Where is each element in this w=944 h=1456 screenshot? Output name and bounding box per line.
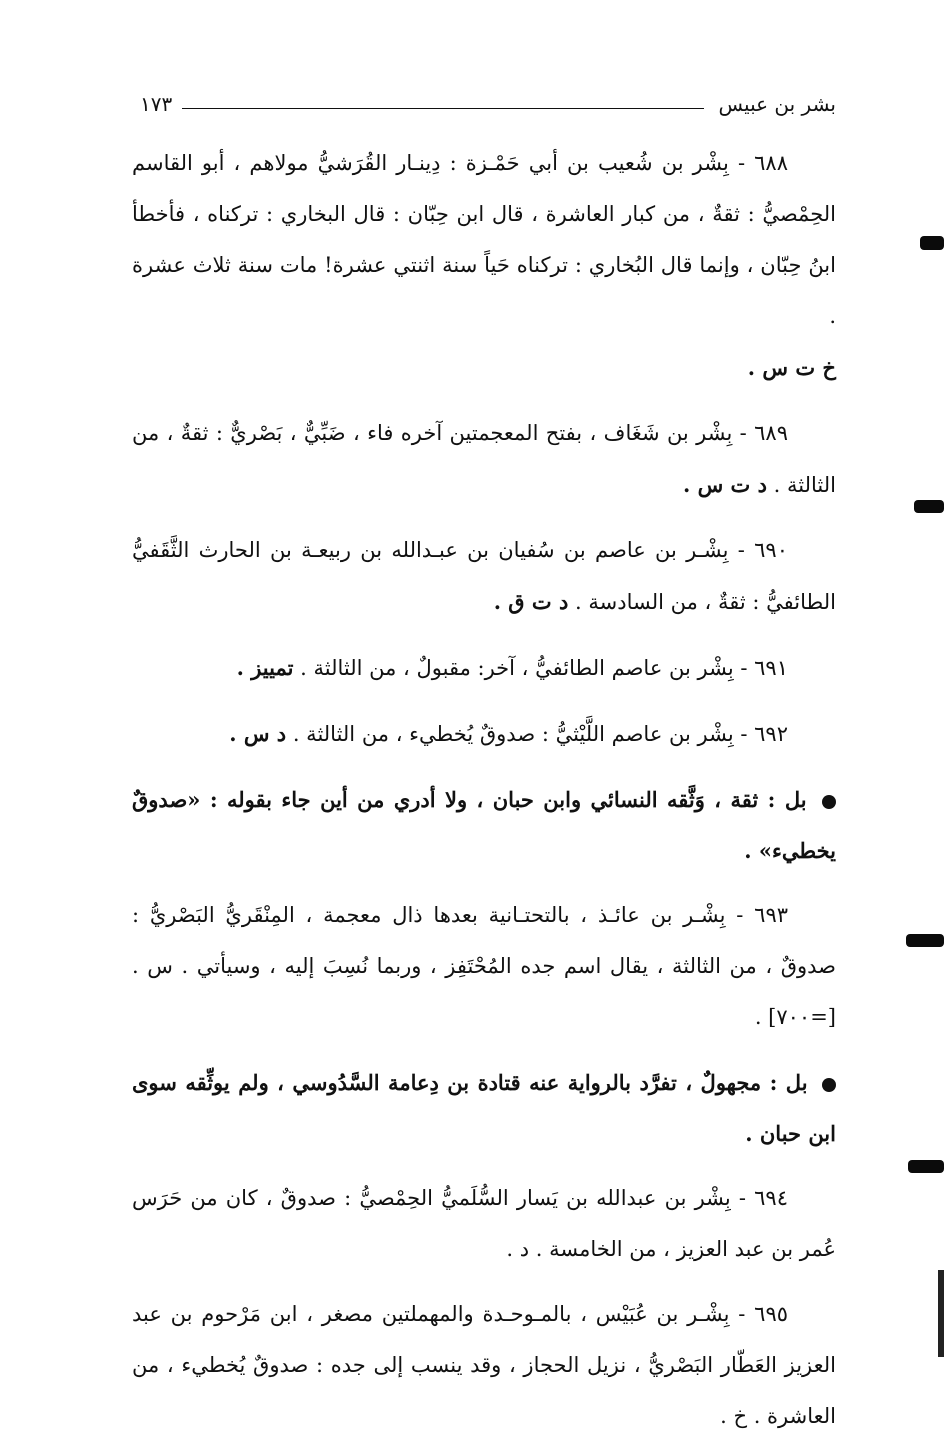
margin-mark <box>906 934 944 947</box>
entry-text: بِشْر بن عاصم اللَّيْثيُّ : صدوقٌ يُخطيء ، من الثالثة . <box>292 722 734 746</box>
bullet-icon <box>822 1078 836 1092</box>
entry-688: ٦٨٨ - بِشْر بن شُعيب بن أبي حَمْـزة : دِينـار القُرَشيُّ مولاهم ، أبو القاسم الحِمْصيُّ : ثقةٌ ، من كبار العاشرة ، قال ابن حِبّان : قال البخاري : تركناه ، فأخطأ ابنُ حِبّان ، وإنما قال البُخاري : تركناه حَياً سنة اثنتي عشرة! مات سنة ثلاث عشرة . خ ت س . <box>132 151 836 380</box>
margin-mark <box>908 1160 944 1173</box>
entry-symbols: د ت س . <box>682 472 767 497</box>
entry-number: ٦٨٩ <box>754 421 788 445</box>
page-number: ١٧٣ <box>140 92 173 116</box>
header-rule <box>182 108 704 109</box>
note-text: بل : ثقة ، وَثَّقه النسائي وابن حبان ، ولا أدري من أين جاء بقوله : «صدوقٌ يخطيء» . <box>132 787 836 863</box>
entry-number: ٦٩١ <box>754 656 788 680</box>
entry-692: ٦٩٢ - بِشْر بن عاصم اللَّيْثيُّ : صدوقٌ يُخطيء ، من الثالثة . د س . <box>229 721 788 746</box>
entry-text: بِشْـر بن عاصم بن سُفيان بن عبـدالله بن ربيعـة بن الحارث الثَّقَفيُّ الطائفيُّ : ثقةٌ ، من السادسة . <box>132 538 836 614</box>
entries-body <box>132 138 836 1456</box>
entry-689: ٦٨٩ - بِشْر بن شَغَاف ، بفتح المعجمتين آخره فاء ، ضَبِّيٌّ ، بَصْريٌّ : ثقةٌ ، من الثالثة . د ت س . <box>132 421 836 497</box>
editor-note <box>132 774 836 876</box>
bullet-icon <box>822 795 836 809</box>
entry-number: ٦٩٤ <box>754 1186 788 1210</box>
entry-number: ٦٩٣ <box>754 903 789 927</box>
entry-number: ٦٨٨ <box>754 151 788 175</box>
entry-695: ٦٩٥ - بِشْـر بن عُبَيْس ، بالمـوحـدة والمهملتين مصغر ، ابن مَرْحوم بن عبد العزيز العَطّار البَصْريُّ ، نزيل الحجاز ، وقد ينسب إلى جده : صدوقٌ يُخطيء ، من العاشرة . خ . <box>132 1302 836 1428</box>
entry-691: ٦٩١ - بِشْر بن عاصم الطائفيُّ ، آخر: مقبولٌ ، من الثالثة . تمييز . <box>236 655 788 680</box>
entry-symbols: د ت ق . <box>493 589 569 614</box>
page-header <box>140 92 836 120</box>
margin-mark <box>914 500 944 513</box>
entry-690: ٦٩٠ - بِشْـر بن عاصم بن سُفيان بن عبـدالله بن ربيعـة بن الحارث الثَّقَفيُّ الطائفيُّ : ثقةٌ ، من السادسة . د ت ق . <box>132 538 836 614</box>
entry-symbols: د س . <box>229 721 287 746</box>
entry-number: ٦٩٥ <box>754 1302 789 1326</box>
entry-694: ٦٩٤ - بِشْر بن عبدالله بن يَسار السُّلَميُّ الحِمْصيُّ : صدوقٌ ، كان من حَرَس عُمر بن عبد العزيز ، من الخامسة . د . <box>132 1186 836 1261</box>
entry-text: بِشْر بن شُعيب بن أبي حَمْـزة : دِينـار القُرَشيُّ مولاهم ، أبو القاسم الحِمْصيُّ : ثقةٌ ، من كبار العاشرة ، قال ابن حِبّان : قال البخاري : تركناه ، فأخطأ ابنُ حِبّان ، وإنما قال البُخاري : تركناه حَياً سنة اثنتي عشرة! مات سنة ثلاث عشرة . <box>132 151 836 328</box>
entry-text: بِشْر بن شَغَاف ، بفتح المعجمتين آخره فاء ، ضَبِّيٌّ ، بَصْريٌّ : ثقةٌ ، من الثالثة . <box>132 421 836 497</box>
entry-symbols: تمييز . <box>236 655 294 680</box>
margin-mark <box>920 236 944 250</box>
entry-number: ٦٩٢ <box>754 722 788 746</box>
entry-symbols: خ ت س . <box>747 355 836 380</box>
entry-text: بِشْـر بن عُبَيْس ، بالمـوحـدة والمهملتين مصغر ، ابن مَرْحوم بن عبد العزيز العَطّار البَصْريُّ ، نزيل الحجاز ، وقد ينسب إلى جده : صدوقٌ يُخطيء ، من العاشرة . خ . <box>132 1302 836 1428</box>
running-title: بشر بن عبيس <box>718 92 836 116</box>
scan-edge <box>938 1270 944 1357</box>
entry-text: بِشْر بن عبدالله بن يَسار السُّلَميُّ الحِمْصيُّ : صدوقٌ ، كان من حَرَس عُمر بن عبد العزيز ، من الخامسة . د . <box>132 1186 836 1261</box>
note-text: بل : مجهولٌ ، تفرَّد بالرواية عنه قتادة بن دِعامة السَّدُوسي ، ولم يوثِّقه سوى ابن حبان . <box>132 1070 836 1146</box>
entry-text: بِشْر بن عاصم الطائفيُّ ، آخر: مقبولٌ ، من الثالثة . <box>300 656 734 680</box>
entry-text: بِشْـر بن عائـذ ، بالتحتـانية بعدها ذال معجمة ، المِنْقَريُّ البَصْريُّ : صدوقٌ ، من الثالثة ، يقال اسم جده المُحْتَفِز ، وربما نُسِبَ إليه ، وسيأتي . س . [=٧٠٠] . <box>132 903 836 1029</box>
editor-note <box>132 1057 836 1159</box>
entry-693: ٦٩٣ - بِشْـر بن عائـذ ، بالتحتـانية بعدها ذال معجمة ، المِنْقَريُّ البَصْريُّ : صدوقٌ ، من الثالثة ، يقال اسم جده المُحْتَفِز ، وربما نُسِبَ إليه ، وسيأتي . س . [=٧٠٠] . <box>132 903 836 1029</box>
entry-number: ٦٩٠ <box>754 538 788 562</box>
